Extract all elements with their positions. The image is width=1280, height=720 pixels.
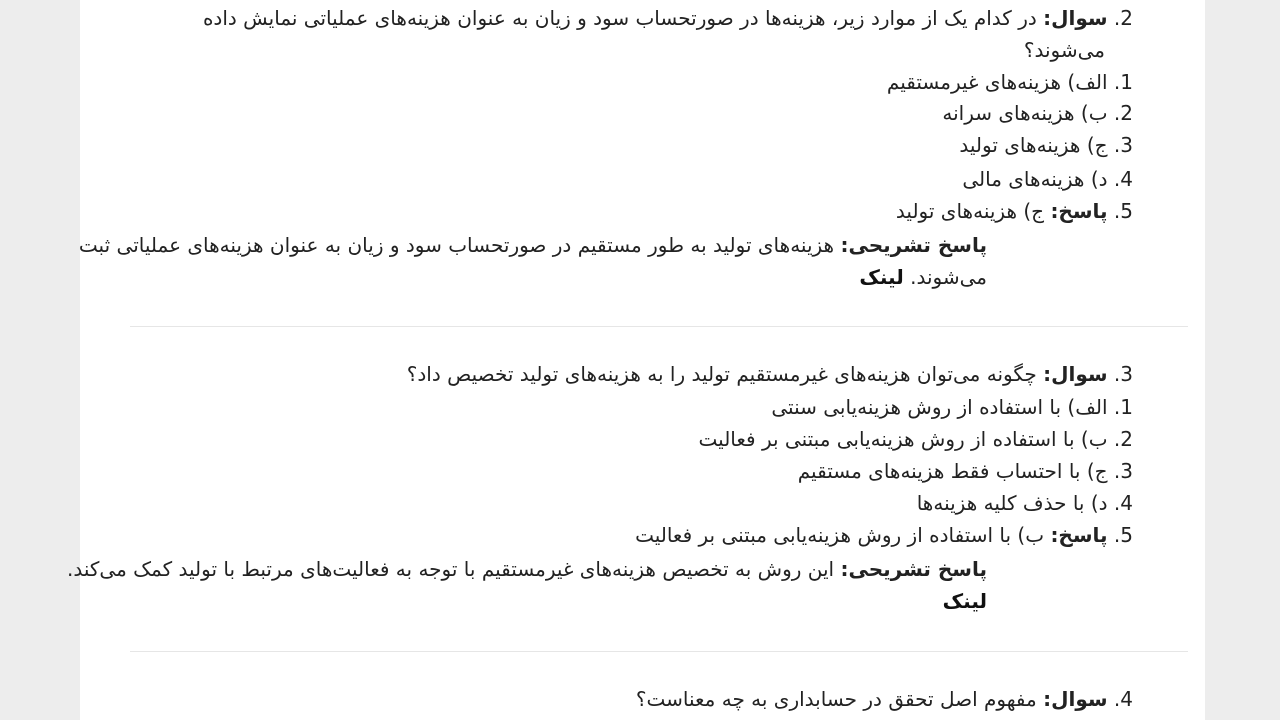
explanation — [57, 553, 987, 617]
option-1 — [887, 66, 1133, 98]
page-margin-right — [1205, 0, 1280, 720]
option-text: ج) با احتساب فقط هزینه‌های مستقیم — [797, 459, 1108, 483]
option-4 — [917, 487, 1133, 519]
explanation-link[interactable]: لینک — [942, 589, 987, 613]
option-4 — [962, 163, 1133, 195]
question-label: سوال: — [1043, 6, 1108, 30]
question-number: 3. — [1113, 362, 1133, 386]
question-label: سوال: — [1043, 687, 1108, 711]
explanation-label: پاسخ تشریحی: — [840, 557, 987, 581]
answer-label: پاسخ: — [1050, 523, 1108, 547]
answer-text: ج) هزینه‌های تولید — [895, 199, 1045, 223]
answer-text: ب) با استفاده از روش هزینه‌یابی مبتنی بر فعالیت — [635, 523, 1045, 547]
option-1 — [771, 391, 1133, 423]
question-divider — [130, 651, 1188, 652]
explanation-text: این روش به تخصیص هزینه‌های غیرمستقیم با توجه به فعالیت‌های مرتبط با تولید کمک می‌کند. — [67, 557, 835, 581]
option-text: د) با حذف کلیه هزینه‌ها — [916, 491, 1108, 515]
question-2-text-cont: می‌شوند؟ — [1023, 38, 1105, 62]
question-text: مفهوم اصل تحقق در حسابداری به چه معناست؟ — [635, 687, 1037, 711]
answer-line — [635, 519, 1133, 551]
option-3 — [959, 129, 1133, 161]
option-number: 4. — [1113, 491, 1133, 515]
option-2 — [942, 97, 1133, 129]
question-number: 2. — [1113, 6, 1133, 30]
option-text: ب) هزینه‌های سرانه — [942, 101, 1108, 125]
option-text: الف) با استفاده از روش هزینه‌یابی سنتی — [771, 395, 1108, 419]
question-2-text — [203, 2, 1133, 34]
question-4-text — [636, 683, 1133, 715]
option-text: الف) هزینه‌های غیرمستقیم — [886, 70, 1108, 94]
option-2 — [699, 423, 1133, 455]
option-number: 3. — [1113, 133, 1133, 157]
question-number: 4. — [1113, 687, 1133, 711]
option-number: 3. — [1113, 459, 1133, 483]
answer-label: پاسخ: — [1050, 199, 1108, 223]
option-number: 4. — [1113, 167, 1133, 191]
option-number: 2. — [1113, 427, 1133, 451]
explanation — [57, 229, 987, 293]
answer-number: 5. — [1113, 199, 1133, 223]
explanation-text: هزینه‌های تولید به طور مستقیم در صورتحساب سود و زیان به عنوان هزینه‌های عملیاتی ثبت می‌شوند. — [78, 233, 987, 289]
option-number: 1. — [1113, 70, 1133, 94]
question-text: در کدام یک از موارد زیر، هزینه‌ها در صورتحساب سود و زیان به عنوان هزینه‌های عملیاتی نمایش داده — [202, 6, 1037, 30]
question-label: سوال: — [1043, 362, 1108, 386]
answer-number: 5. — [1113, 523, 1133, 547]
option-3 — [798, 455, 1133, 487]
option-text: ب) با استفاده از روش هزینه‌یابی مبتنی بر فعالیت — [698, 427, 1108, 451]
option-number: 2. — [1113, 101, 1133, 125]
explanation-label: پاسخ تشریحی: — [840, 233, 987, 257]
explanation-link[interactable]: لینک — [859, 265, 904, 289]
answer-line — [896, 195, 1133, 227]
content-card — [67, 0, 1205, 720]
question-text: چگونه می‌توان هزینه‌های غیرمستقیم تولید را به هزینه‌های تولید تخصیص داد؟ — [406, 362, 1037, 386]
option-number: 1. — [1113, 395, 1133, 419]
question-divider — [130, 326, 1188, 327]
question-3-text — [407, 358, 1133, 390]
option-text: د) هزینه‌های مالی — [962, 167, 1108, 191]
option-text: ج) هزینه‌های تولید — [959, 133, 1108, 157]
